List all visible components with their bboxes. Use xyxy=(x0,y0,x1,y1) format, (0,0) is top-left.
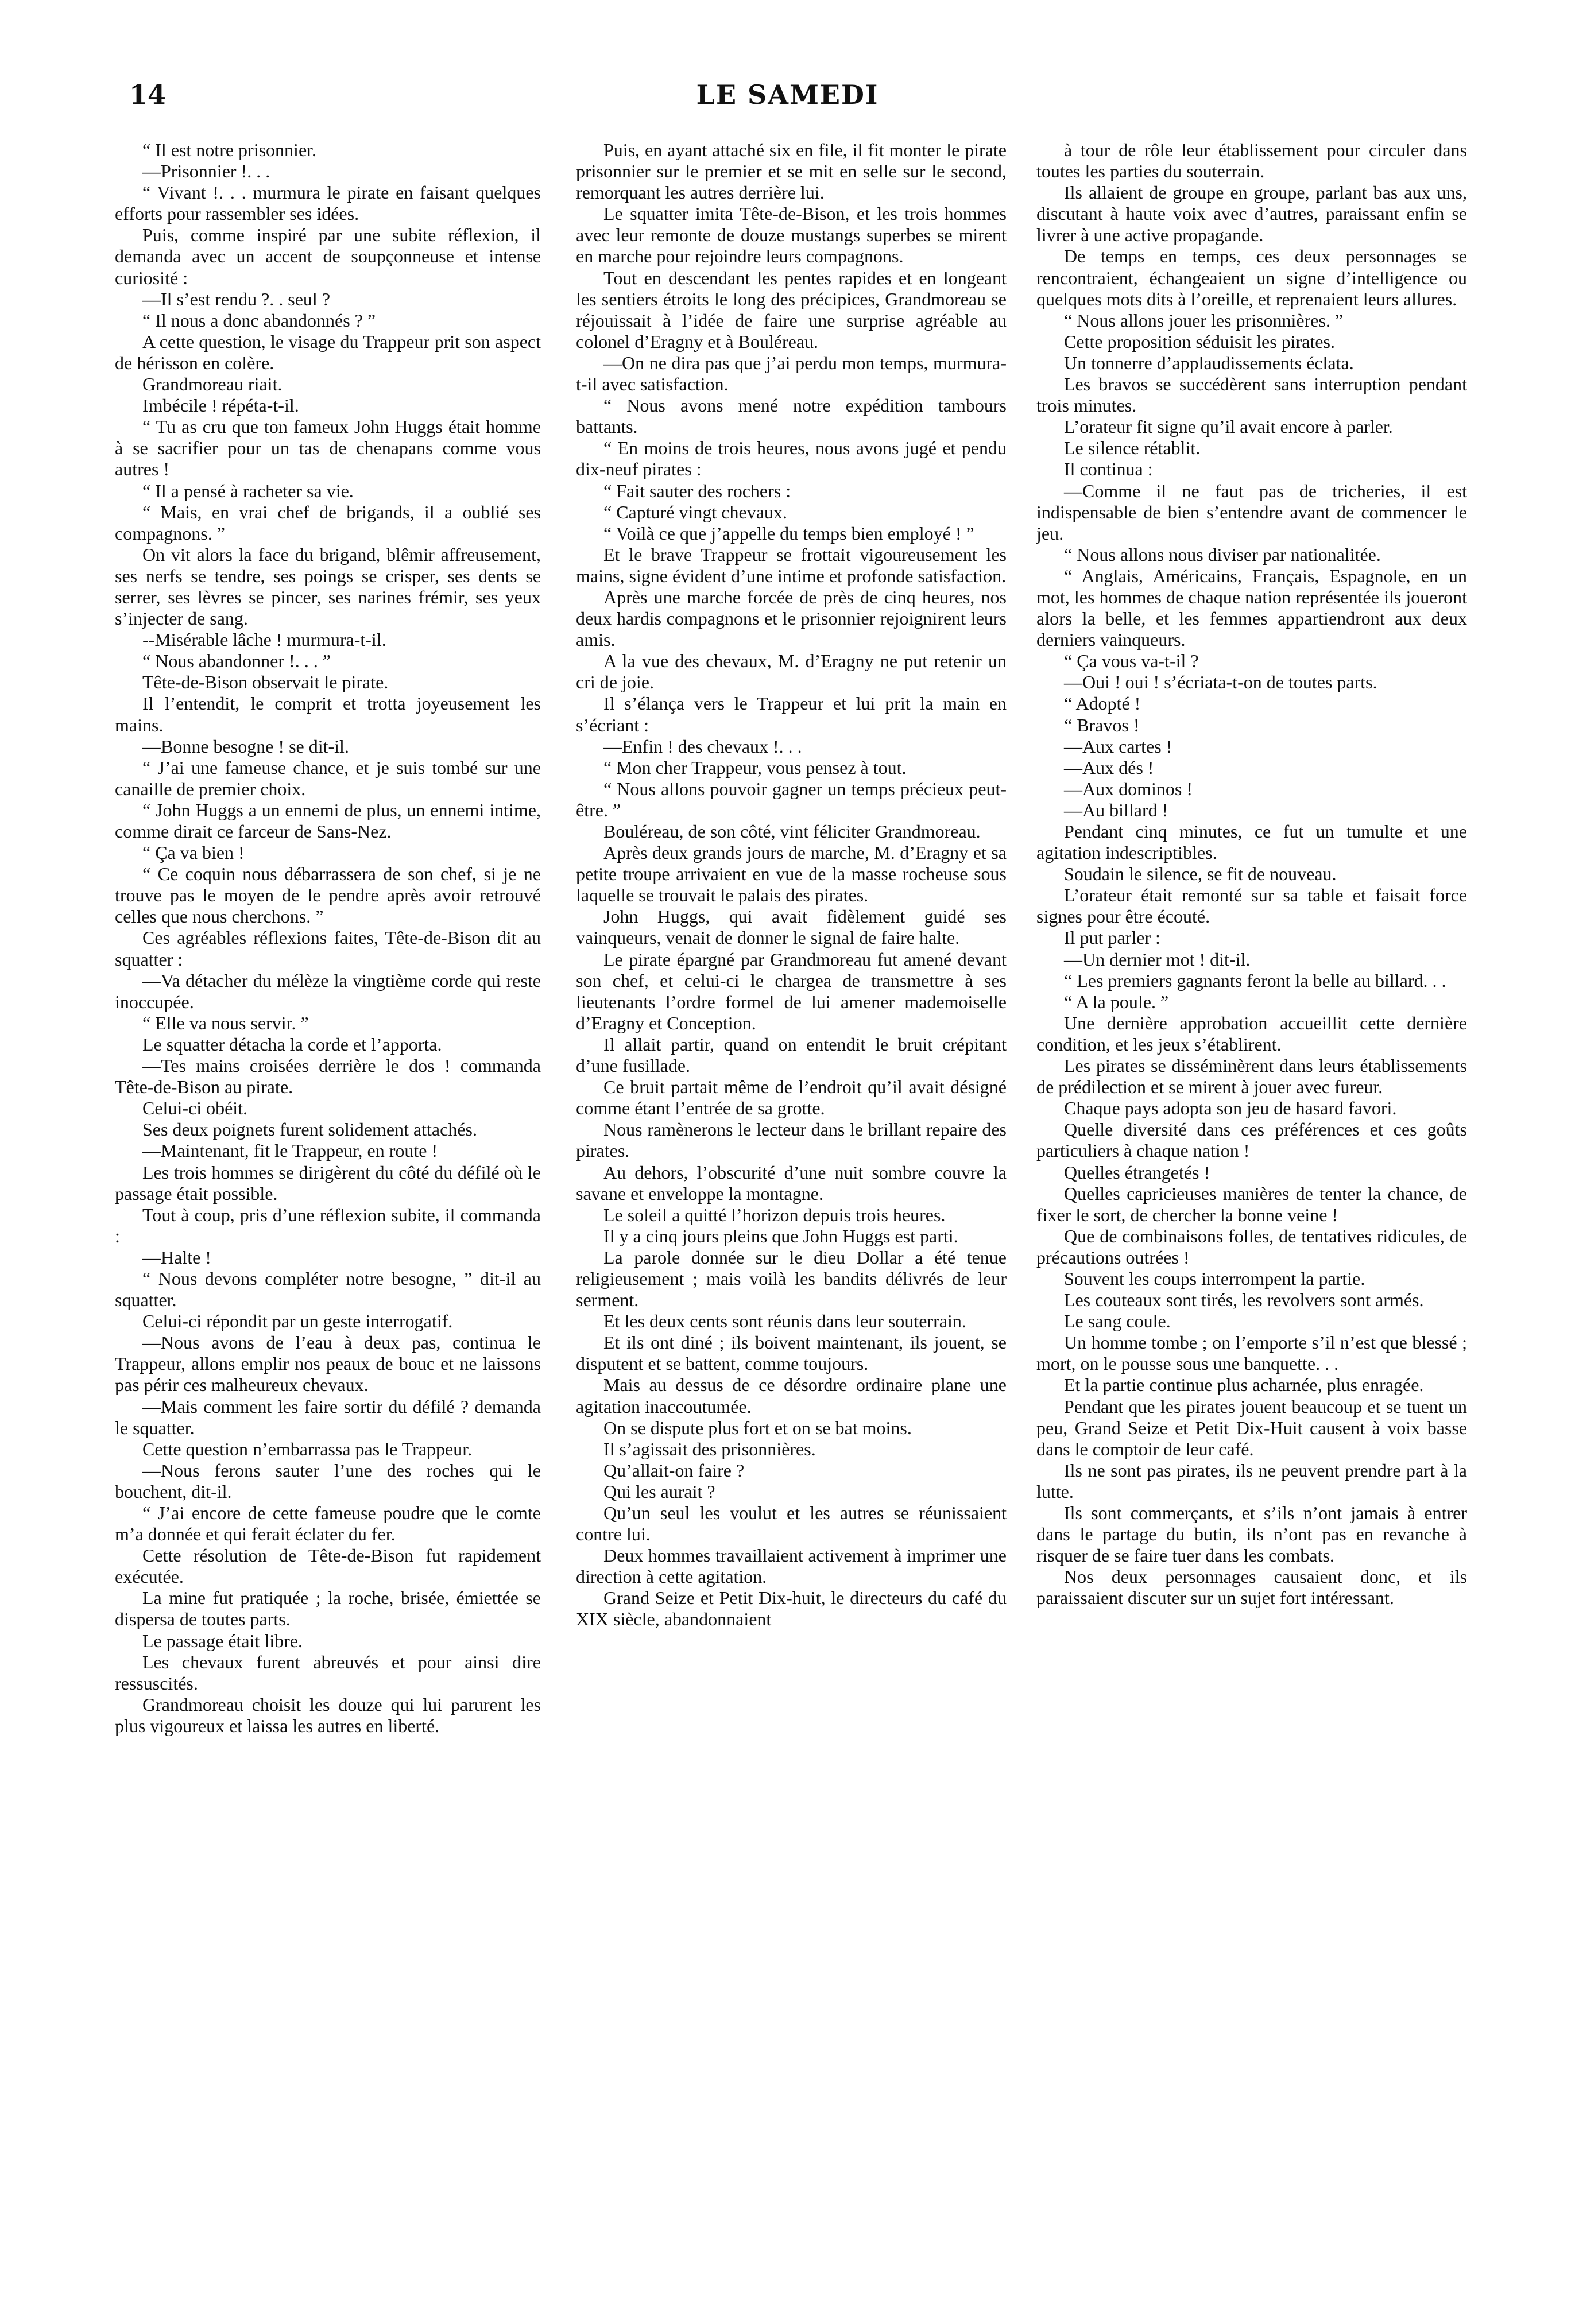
paragraph: De temps en temps, ces deux personnages se rencontraient, échangeaient un signe d’intelligence ou quelques mots dits à l’oreille, et reprenaient leurs allures. xyxy=(1036,246,1467,309)
paragraph: “ Nous allons pouvoir gagner un temps précieux peut-être. ” xyxy=(576,778,1007,820)
paragraph: Le passage était libre. xyxy=(142,1630,303,1651)
paragraph: L’orateur était remonté sur sa table et faisait force signes pour être écouté. xyxy=(1036,885,1467,927)
paragraph: Cette résolution de Tête-de-Bison fut rapidement exécutée. xyxy=(115,1545,541,1587)
paragraph: —Maintenant, fit le Trappeur, en route ! xyxy=(142,1140,438,1161)
paragraph: “ Ça vous va-t-il ? xyxy=(1064,650,1199,672)
paragraph: —Bonne besogne ! se dit-il. xyxy=(142,735,349,757)
paragraph: —Nous ferons sauter l’une des roches qui le bouchent, dit-il. xyxy=(115,1459,541,1502)
paragraph: “ A la poule. ” xyxy=(1064,991,1169,1012)
paragraph: Que de combinaisons folles, de tentatives ridicules, de précautions outrées ! xyxy=(1036,1225,1467,1268)
paragraph: Une dernière approbation accueillit cette dernière condition, et les jeux s’établirent. xyxy=(1036,1012,1467,1055)
paragraph: Cette proposition séduisit les pirates. xyxy=(1064,331,1335,352)
paragraph: Deux hommes travaillaient activement à imprimer une direction à cette agitation. xyxy=(576,1545,1007,1587)
paragraph: —Tes mains croisées derrière le dos ! commanda Tête-de-Bison au pirate. xyxy=(115,1055,541,1098)
paragraph: Imbécile ! répéta-t-il. xyxy=(142,395,299,416)
paragraph: Les bravos se succédèrent sans interruption pendant trois minutes. xyxy=(1036,374,1467,416)
paragraph: Ils sont commerçants, et s’ils n’ont jamais à entrer dans le partage du butin, ils n’ont pas en revanche à risquer de se faire tuer dans les combats. xyxy=(1036,1502,1467,1566)
paragraph: Ces agréables réflexions faites, Tête-de-Bison dit au squatter : xyxy=(115,927,541,970)
paragraph: Les trois hommes se dirigèrent du côté du défilé où le passage était possible. xyxy=(115,1161,541,1204)
paragraph: “ Vivant !. . . murmura le pirate en faisant quelques efforts pour rassembler ses idées. xyxy=(115,182,541,224)
paragraph: Ils allaient de groupe en groupe, parlant bas aux uns, discutant à haute voix avec d’autres, paraissant enfin se livrer à une active propagande. xyxy=(1036,182,1467,246)
paragraph: —Aux cartes ! xyxy=(1064,735,1172,757)
paragraph: Bouléreau, de son côté, vint féliciter Grandmoreau. xyxy=(603,821,981,842)
paragraph: Il s’agissait des prisonnières. xyxy=(603,1438,816,1459)
paragraph: Celui-ci obéit. xyxy=(142,1098,248,1119)
paragraph: Et les deux cents sont réunis dans leur souterrain. xyxy=(603,1311,966,1332)
paragraph: Grand Seize et Petit Dix-huit, le directeurs du café du XIX siècle, abandonnaient xyxy=(576,1587,1007,1630)
paragraph: La parole donnée sur le dieu Dollar a été tenue religieusement ; mais voilà les bandits délivrés de leur serment. xyxy=(576,1246,1007,1311)
paragraph: Le silence rétablit. xyxy=(1064,437,1201,459)
paragraph: “ John Huggs a un ennemi de plus, un ennemi intime, comme dirait ce farceur de Sans-Nez. xyxy=(115,799,541,842)
paragraph: Puis, comme inspiré par une subite réflexion, il demanda avec un accent de soupçonneuse et intense curiosité : xyxy=(115,224,541,288)
paragraph: Pendant que les pirates jouent beaucoup et se tuent un peu, Grand Seize et Petit Dix-Huit causent à voix basse dans le comptoir de leur café. xyxy=(1036,1396,1467,1459)
paragraph: Les pirates se disséminèrent dans leurs établissements de prédilection et se mirent à jouer avec fureur. xyxy=(1036,1055,1467,1098)
paragraph: “ J’ai encore de cette fameuse poudre que le comte m’a donnée et qui ferait éclater du fer. xyxy=(115,1502,541,1545)
paragraph: “ Ce coquin nous débarrassera de son chef, si je ne trouve pas le moyen de le pendre après avoir retrouvé celles que nous cherchons. ” xyxy=(115,863,541,927)
paragraph: “ Il nous a donc abandonnés ? ” xyxy=(142,309,376,331)
paragraph: Après une marche forcée de près de cinq heures, nos deux hardis compagnons et le prisonnier rejoignirent leurs amis. xyxy=(576,586,1007,650)
paragraph: Un homme tombe ; on l’emporte s’il n’est que blessé ; mort, on le pousse sous une banquette. . . xyxy=(1036,1332,1467,1374)
paragraph: Mais au dessus de ce désordre ordinaire plane une agitation inaccoutumée. xyxy=(576,1374,1007,1417)
paragraph: Quelles capricieuses manières de tenter la chance, de fixer le sort, de chercher la bonne veine ! xyxy=(1036,1183,1467,1225)
paragraph: Un tonnerre d’applaudissements éclata. xyxy=(1064,352,1354,373)
paragraph: Qu’allait-on faire ? xyxy=(603,1459,745,1481)
paragraph: Le squatter détacha la corde et l’apporta. xyxy=(142,1033,442,1055)
paragraph: La mine fut pratiquée ; la roche, brisée, émiettée se dispersa de toutes parts. xyxy=(115,1587,541,1630)
paragraph: “ Bravos ! xyxy=(1064,714,1140,735)
paragraph: Le pirate épargné par Grandmoreau fut amené devant son chef, et celui-ci le chargea de transmettre à ses lieutenants l’ordre formel de lui amener mademoiselle d’Eragny et Conception. xyxy=(576,948,1007,1033)
paragraph: Ce bruit partait même de l’endroit qu’il avait désigné comme étant l’entrée de sa grotte. xyxy=(576,1076,1007,1119)
paragraph: —Comme il ne faut pas de tricheries, il est indispensable de bien s’entendre avant de commencer le jeu. xyxy=(1036,480,1467,544)
paragraph: Et la partie continue plus acharnée, plus enragée. xyxy=(1064,1374,1424,1396)
paragraph: Au dehors, l’obscurité d’une nuit sombre couvre la savane et enveloppe la montagne. xyxy=(576,1161,1007,1204)
paragraph: “ J’ai une fameuse chance, et je suis tombé sur une canaille de premier choix. xyxy=(115,757,541,799)
paragraph: —Mais comment les faire sortir du défilé ? demanda le squatter. xyxy=(115,1396,541,1438)
paragraph: Il s’élança vers le Trappeur et lui prit la main en s’écriant : xyxy=(576,693,1007,735)
paragraph: Grandmoreau riait. xyxy=(142,374,283,395)
paragraph: “ Anglais, Américains, Français, Espagnole, en un mot, les hommes de chaque nation représentée ils joueront alors la belle, et les femmes appartiendront aux deux derniers vainqueurs. xyxy=(1036,565,1467,650)
paragraph: Les couteaux sont tirés, les revolvers sont armés. xyxy=(1064,1289,1424,1311)
paragraph: Et ils ont diné ; ils boivent maintenant, ils jouent, se disputent et se battent, comme toujours. xyxy=(576,1332,1007,1374)
page-number: 14 xyxy=(129,79,167,110)
paragraph: On se dispute plus fort et on se bat moins. xyxy=(603,1417,912,1438)
paragraph: “ Les premiers gagnants feront la belle au billard. . . xyxy=(1064,970,1446,991)
paragraph: Grandmoreau choisit les douze qui lui parurent les plus vigoureux et laissa les autres en liberté. xyxy=(115,1694,541,1736)
paragraph: “ En moins de trois heures, nous avons jugé et pendu dix-neuf pirates : xyxy=(576,437,1007,480)
paragraph: Ils ne sont pas pirates, ils ne peuvent prendre part à la lutte. xyxy=(1036,1459,1467,1502)
paragraph: “ Nous abandonner !. . . ” xyxy=(142,650,331,672)
paragraph: Souvent les coups interrompent la partie. xyxy=(1064,1268,1365,1289)
text-column-2 xyxy=(576,140,1007,1630)
paragraph: —Il s’est rendu ?. . seul ? xyxy=(142,288,331,309)
paragraph: “ Capturé vingt chevaux. xyxy=(603,501,787,522)
paragraph: Il put parler : xyxy=(1064,927,1160,948)
paragraph: Cette question n’embarrassa pas le Trappeur. xyxy=(142,1438,473,1459)
paragraph: Il l’entendit, le comprit et trotta joyeusement les mains. xyxy=(115,693,541,735)
paragraph: “ Adopté ! xyxy=(1064,693,1141,714)
paragraph: “ Il est notre prisonnier. xyxy=(142,140,317,160)
paragraph: On vit alors la face du brigand, blêmir affreusement, ses nerfs se tendre, ses poings se crisper, ses dents se serrer, ses lèvres se pincer, ses narines frémir, ses yeux s’injecter de sang. xyxy=(115,544,541,629)
paragraph: Les chevaux furent abreuvés et pour ainsi dire ressuscités. xyxy=(115,1651,541,1694)
paragraph: “ Nous allons jouer les prisonnières. ” xyxy=(1064,309,1344,331)
paragraph: —Oui ! oui ! s’écriata-t-on de toutes parts. xyxy=(1064,672,1377,693)
paragraph: L’orateur fit signe qu’il avait encore à parler. xyxy=(1064,416,1393,437)
paragraph: Tout à coup, pris d’une réflexion subite, il commanda : xyxy=(115,1204,541,1246)
paragraph: Il allait partir, quand on entendit le bruit crépitant d’une fusillade. xyxy=(576,1033,1007,1076)
paragraph: Quelle diversité dans ces préférences et ces goûts particuliers à chaque nation ! xyxy=(1036,1119,1467,1161)
paragraph: “ Nous avons mené notre expédition tambours battants. xyxy=(576,395,1007,437)
paragraph: “ Nous devons compléter notre besogne, ” dit-il au squatter. xyxy=(115,1268,541,1311)
paragraph: Puis, en ayant attaché six en file, il fit monter le pirate prisonnier sur le premier et se mit en selle sur le second, remorquant les autres derrière lui. xyxy=(576,140,1007,203)
paragraph: Qui les aurait ? xyxy=(603,1481,715,1502)
paragraph: Il y a cinq jours pleins que John Huggs est parti. xyxy=(603,1225,958,1246)
paragraph: —Au billard ! xyxy=(1064,799,1168,820)
paragraph: Ses deux poignets furent solidement attachés. xyxy=(142,1119,477,1140)
paragraph: “ Tu as cru que ton fameux John Huggs était homme à se sacrifier pour un tas de chenapans comme vous autres ! xyxy=(115,416,541,480)
paragraph: “ Fait sauter des rochers : xyxy=(603,480,791,501)
paragraph: —Halte ! xyxy=(142,1246,211,1268)
paragraph: A la vue des chevaux, M. d’Eragny ne put retenir un cri de joie. xyxy=(576,650,1007,693)
paragraph: Nous ramènerons le lecteur dans le brillant repaire des pirates. xyxy=(576,1119,1007,1161)
paragraph: —Nous avons de l’eau à deux pas, continua le Trappeur, allons emplir nos peaux de bouc et ne laissons pas périr ces malheureux chevaux. xyxy=(115,1332,541,1396)
paragraph: John Huggs, qui avait fidèlement guidé ses vainqueurs, venait de donner le signal de faire halte. xyxy=(576,906,1007,948)
text-column-3 xyxy=(1036,140,1467,1609)
paragraph: Après deux grands jours de marche, M. d’Eragny et sa petite troupe arrivaient en vue de la masse rocheuse sous laquelle se trouvait le palais des pirates. xyxy=(576,842,1007,906)
paragraph: Et le brave Trappeur se frottait vigoureusement les mains, signe évident d’une intime et profonde satisfaction. xyxy=(576,544,1007,586)
running-title: LE SAMEDI xyxy=(696,79,879,110)
paragraph: “ Ça va bien ! xyxy=(142,842,245,863)
paragraph: Le soleil a quitté l’horizon depuis trois heures. xyxy=(603,1204,946,1225)
paragraph: —Aux dominos ! xyxy=(1064,778,1193,799)
paragraph: —Prisonnier !. . . xyxy=(142,161,270,182)
paragraph: Chaque pays adopta son jeu de hasard favori. xyxy=(1064,1098,1397,1119)
paragraph: Soudain le silence, se fit de nouveau. xyxy=(1064,863,1337,885)
paragraph: Tête-de-Bison observait le pirate. xyxy=(142,672,389,693)
paragraph: Quelles étrangetés ! xyxy=(1064,1161,1210,1183)
paragraph: Nos deux personnages causaient donc, et ils paraissaient discuter sur un sujet fort intéressant. xyxy=(1036,1566,1467,1609)
paragraph: Le squatter imita Tête-de-Bison, et les trois hommes avec leur remonte de douze mustangs superbes se mirent en marche pour rejoindre leurs compagnons. xyxy=(576,203,1007,267)
paragraph: Il continua : xyxy=(1064,459,1153,480)
paragraph: Pendant cinq minutes, ce fut un tumulte et une agitation indescriptibles. xyxy=(1036,821,1467,863)
paragraph: “ Il a pensé à racheter sa vie. xyxy=(142,480,354,501)
text-column-1 xyxy=(115,140,541,1737)
paragraph: —Va détacher du mélèze la vingtième corde qui reste inoccupée. xyxy=(115,970,541,1012)
paragraph: —On ne dira pas que j’ai perdu mon temps, murmura-t-il avec satisfaction. xyxy=(576,352,1007,395)
paragraph: Le sang coule. xyxy=(1064,1311,1171,1332)
paragraph: “ Nous allons nous diviser par nationalitée. xyxy=(1064,544,1381,565)
paragraph: A cette question, le visage du Trappeur prit son aspect de hérisson en colère. xyxy=(115,331,541,373)
paragraph: “ Voilà ce que j’appelle du temps bien employé ! ” xyxy=(603,522,974,544)
paragraph: Celui-ci répondit par un geste interrogatif. xyxy=(142,1311,453,1332)
paragraph: Tout en descendant les pentes rapides et en longeant les sentiers étroits le long des précipices, Grandmoreau se réjouissait à l’idée de faire une surprise agréable au colonel d’Eragny et à Bouléreau. xyxy=(576,267,1007,352)
paragraph: --Misérable lâche ! murmura-t-il. xyxy=(142,629,386,650)
paragraph: “ Elle va nous servir. ” xyxy=(142,1012,309,1033)
paragraph: —Aux dés ! xyxy=(1064,757,1154,778)
paragraph: Qu’un seul les voulut et les autres se réunissaient contre lui. xyxy=(576,1502,1007,1545)
paragraph: “ Mais, en vrai chef de brigands, il a oublié ses compagnons. ” xyxy=(115,501,541,544)
paragraph: “ Mon cher Trappeur, vous pensez à tout. xyxy=(603,757,907,778)
paragraph: —Enfin ! des chevaux !. . . xyxy=(603,735,802,757)
paragraph: —Un dernier mot ! dit-il. xyxy=(1064,948,1251,970)
paragraph: à tour de rôle leur établissement pour circuler dans toutes les parties du souterrain. xyxy=(1036,140,1467,182)
